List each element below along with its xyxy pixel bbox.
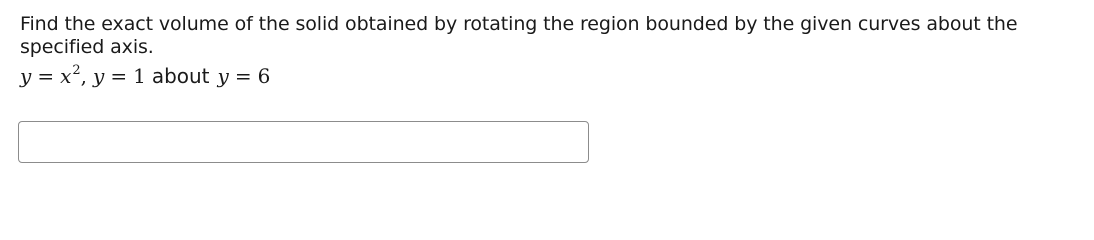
curves-expression xyxy=(20,64,1080,92)
curve-separator: , xyxy=(80,64,87,88)
about-label: about xyxy=(151,64,210,88)
answer-input[interactable] xyxy=(18,121,589,163)
axis-rhs: 6 xyxy=(257,64,271,88)
axis-lhs: y xyxy=(217,64,229,88)
curve2-equals: = xyxy=(110,64,128,88)
axis-equals: = xyxy=(234,64,252,88)
curve1-lhs: y xyxy=(20,64,32,88)
curve2-rhs: 1 xyxy=(133,64,146,88)
curve1-base: x xyxy=(60,64,72,88)
question-prompt: Find the exact volume of the solid obtained by rotating the region bounded by the given curves about the specified axis. xyxy=(20,13,1018,58)
question-block xyxy=(20,13,1080,92)
curve1-equals: = xyxy=(37,64,55,88)
curve2-lhs: y xyxy=(93,64,105,88)
curve1-exponent: 2 xyxy=(72,63,81,78)
